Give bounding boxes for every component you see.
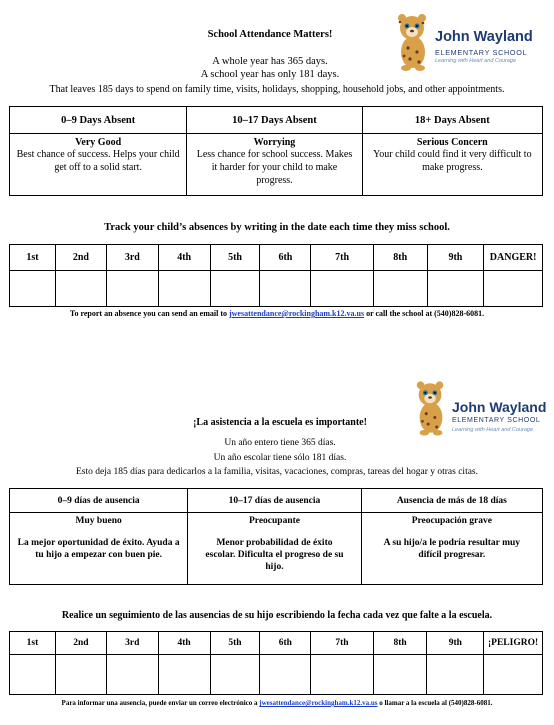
report-text-post: o llamar a la escuela al (540)828-6081. <box>377 699 493 707</box>
date-entry-cell[interactable] <box>260 655 311 695</box>
tracker-header: 5th <box>210 632 260 655</box>
logo-subtitle: ELEMENTARY SCHOOL <box>435 48 528 57</box>
level-description: Your child could find it very difficult to make progress. <box>373 149 532 173</box>
logo-tagline: Learning with Heart and Courage <box>452 427 534 433</box>
leopard-mascot-icon <box>412 379 450 437</box>
intro-line-2-spanish: Un año escolar tiene sólo 181 días. <box>213 453 347 463</box>
tracker-header: 2nd <box>55 632 106 655</box>
level-label: Muy bueno <box>75 516 122 526</box>
intro-line-1: A whole year has 365 days. <box>212 56 328 67</box>
date-entry-cell[interactable] <box>210 271 260 307</box>
level-header: 10–17 días de ausencia <box>188 489 361 513</box>
level-header: 18+ Days Absent <box>362 107 542 134</box>
date-entry-cell[interactable] <box>373 655 427 695</box>
level-label: Very Good <box>75 137 122 148</box>
level-description: A su hijo/a le podría resultar muy difícil progresar. <box>383 538 521 560</box>
page-title: School Attendance Matters! <box>207 29 333 40</box>
date-entry-cell[interactable] <box>311 655 373 695</box>
date-entry-cell[interactable] <box>158 271 210 307</box>
date-entry-cell[interactable] <box>210 655 260 695</box>
date-entry-cell[interactable] <box>484 271 543 307</box>
level-cell <box>187 134 362 196</box>
level-header: 0–9 Days Absent <box>10 107 187 134</box>
level-label: Worrying <box>253 137 296 148</box>
email-link[interactable]: jwesattendance@rockingham.k12.va.us <box>259 699 378 707</box>
intro-line-1-spanish: Un año entero tiene 365 días. <box>224 438 336 448</box>
leopard-mascot-icon <box>393 12 433 72</box>
tracker-header: 7th <box>311 245 374 271</box>
absence-levels-table <box>9 106 543 196</box>
date-entry-cell[interactable] <box>427 655 484 695</box>
report-instructions <box>0 309 554 318</box>
track-title: Track your child’s absences by writing in the date each time they miss school. <box>104 222 450 233</box>
level-description: Best chance of success. Helps your child get off to a solid start. <box>16 149 180 173</box>
report-instructions-spanish <box>0 699 554 707</box>
report-text-pre: To report an absence you can send an email to <box>69 309 229 318</box>
tracker-header: 1st <box>10 245 56 271</box>
date-entry-cell[interactable] <box>106 271 158 307</box>
tracker-header: 1st <box>10 632 56 655</box>
date-entry-cell[interactable] <box>10 655 56 695</box>
tracker-header: DANGER! <box>484 245 543 271</box>
tracker-header: 4th <box>158 632 210 655</box>
level-cell <box>361 513 542 585</box>
tracker-header: 3rd <box>106 245 158 271</box>
level-description: Less chance for school success. Makes it harder for your child to make progress. <box>196 149 353 186</box>
tracker-header: 2nd <box>55 245 106 271</box>
intro-line-3: That leaves 185 days to spend on family time, visits, holidays, shopping, household jobs, and other appointments. <box>49 84 505 95</box>
date-entry-cell[interactable] <box>55 655 106 695</box>
level-label: Serious Concern <box>416 137 488 148</box>
level-cell <box>188 513 361 585</box>
tracker-header: 6th <box>260 245 311 271</box>
report-text-post: or call the school at (540)828-6081. <box>364 309 485 318</box>
level-header: 0–9 días de ausencia <box>10 489 188 513</box>
tracker-header: 8th <box>373 632 427 655</box>
absence-levels-table-spanish <box>9 488 543 585</box>
intro-line-2: A school year has only 181 days. <box>200 69 340 80</box>
date-entry-cell[interactable] <box>260 271 311 307</box>
report-text-pre: Para informar una ausencia, puede enviar un correo electrónico a <box>61 699 260 707</box>
date-entry-cell[interactable] <box>373 271 427 307</box>
school-logo <box>393 12 553 72</box>
email-link[interactable]: jwesattendance@rockingham.k12.va.us <box>228 309 365 318</box>
tracker-header: 9th <box>427 245 484 271</box>
tracker-header: 6th <box>260 632 311 655</box>
logo-name: John Wayland <box>435 29 533 45</box>
absence-tracker-table <box>9 244 543 307</box>
date-entry-cell[interactable] <box>427 271 484 307</box>
tracker-header: 5th <box>210 245 260 271</box>
level-label: Preocupante <box>248 516 300 526</box>
tracker-header: 4th <box>158 245 210 271</box>
date-entry-cell[interactable] <box>106 655 158 695</box>
tracker-header: 3rd <box>106 632 158 655</box>
date-entry-cell[interactable] <box>484 655 543 695</box>
date-entry-cell[interactable] <box>10 271 56 307</box>
tracker-header: 8th <box>373 245 427 271</box>
tracker-header: 9th <box>427 632 484 655</box>
level-cell <box>10 513 188 585</box>
tracker-header: 7th <box>311 632 373 655</box>
level-cell <box>362 134 542 196</box>
intro-line-3-spanish: Esto deja 185 días para dedicarlos a la familia, visitas, vacaciones, compras, tareas del hogar y otras citas. <box>75 467 479 477</box>
tracker-header: ¡PELIGRO! <box>484 632 543 655</box>
absence-tracker-table-spanish <box>9 631 543 695</box>
level-header: Ausencia de más de 18 días <box>361 489 542 513</box>
school-logo <box>412 379 554 441</box>
level-cell <box>10 134 187 196</box>
logo-name: John Wayland <box>452 399 547 415</box>
logo-subtitle: ELEMENTARY SCHOOL <box>452 417 541 424</box>
level-label: Preocupación grave <box>411 516 492 526</box>
level-description: Menor probabilidad de éxito escolar. Dificulta el progreso de su hijo. <box>205 538 344 572</box>
level-description: La mejor oportunidad de éxito. Ayuda a tu hijo a empezar con buen pie. <box>17 538 180 560</box>
date-entry-cell[interactable] <box>55 271 106 307</box>
date-entry-cell[interactable] <box>311 271 374 307</box>
track-title-spanish: Realice un seguimiento de las ausencias de su hijo escribiendo la fecha cada vez que falte a la escuela. <box>61 610 493 621</box>
level-header: 10–17 Days Absent <box>187 107 362 134</box>
page-title-spanish: ¡La asistencia a la escuela es importante! <box>193 417 367 428</box>
date-entry-cell[interactable] <box>158 655 210 695</box>
logo-tagline: Learning with Heart and Courage <box>435 58 517 64</box>
